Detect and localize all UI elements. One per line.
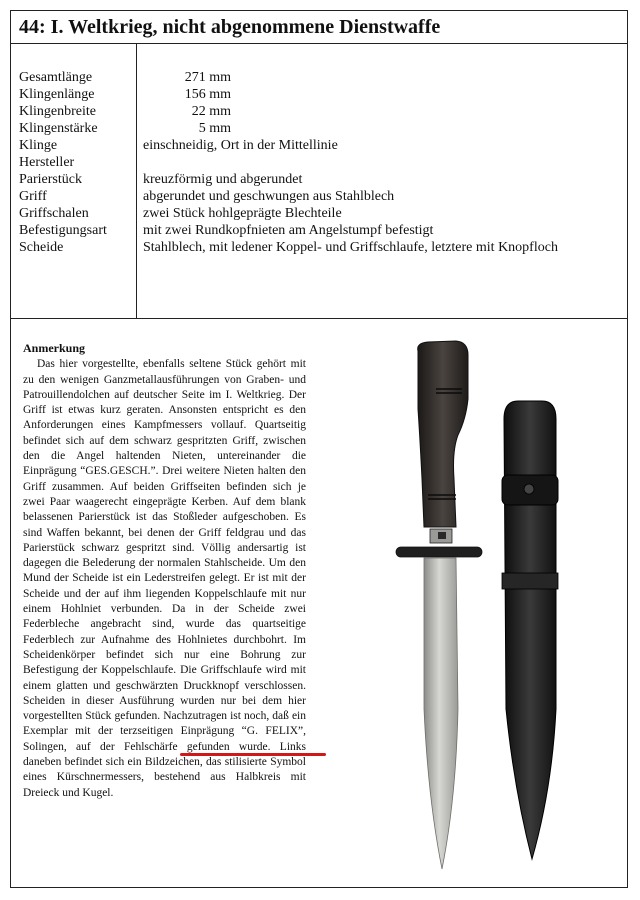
spec-row-klinge (11, 137, 627, 154)
spec-label: Hersteller (19, 155, 75, 170)
knife-blade (424, 558, 458, 869)
spec-value: 156 mm (184, 87, 231, 102)
spec-row-griff (11, 188, 627, 205)
spec-label: Klingenlänge (19, 87, 95, 102)
spec-row-klingenbreite (11, 103, 627, 120)
note-heading: Anmerkung (23, 341, 86, 355)
spec-value: kreuzförmig und abgerundet (143, 172, 303, 187)
spec-table (11, 43, 627, 319)
spec-label: Klingenstärke (19, 121, 98, 136)
spec-label: Parierstück (19, 172, 82, 187)
spec-value: abgerundet und geschwungen aus Stahlblech (143, 189, 395, 204)
spec-row-scheide (11, 239, 627, 256)
spec-label: Klingenbreite (19, 104, 96, 119)
spec-value: 5 mm (198, 121, 231, 136)
red-underline-annotation (180, 753, 326, 756)
spec-value: Stahlblech, mit ledener Koppel- und Griffschlaufe, letztere mit Knopfloch (143, 240, 558, 255)
crossguard (396, 547, 482, 557)
note-section (23, 341, 306, 801)
spec-label: Klinge (19, 138, 58, 153)
spec-value: einschneidig, Ort in der Mittellinie (143, 138, 338, 153)
spec-row-klingenlaenge (11, 86, 627, 103)
catalog-page (10, 10, 628, 888)
spec-row-hersteller (11, 154, 627, 171)
spec-value: 271 mm (184, 70, 231, 85)
spec-label: Gesamtlänge (19, 70, 93, 85)
spec-value: 22 mm (191, 104, 231, 119)
spec-label: Befestigungsart (19, 223, 107, 238)
knife-illustration (356, 329, 631, 889)
spec-value: mit zwei Rundkopfnieten am Angelstumpf befestigt (143, 223, 434, 238)
spec-label: Griffschalen (19, 206, 89, 221)
scabbard (504, 401, 556, 859)
note-body: Das hier vorgestellte, ebenfalls seltene Stück gehört mit zu den wenigen Ganzmetallausführungen von Graben- und Patrouillendolchen auf deutscher Seite im I. Weltkrieg. Der Griff ist etwas kurz geraten. Ansonsten entspricht es den Anforderungen eines Kampfmessers vollauf. Quartseitig befindet sich auf dem schwarz gespritzten Griff, zwischen den die Angel haltenden Nieten, untereinander die Einprägung “GES.GESCH.”. Drei weitere Nieten halten den Griff zusammen. Auf beiden Griffseiten befinden sich je zwei Paar waagerecht eingeprägte Kerben. Auf dem blank belassenen Parierstück ist das Stoßleder aufgeschoben. Es sind Waffen bekannt, bei denen der Griff feldgrau und das Parierstück schwarz gespritzt sind. Völlig andersartig ist dagegen die Belederung der normalen Stahlscheide. Um den Mund der Scheide ist ein Lederstreifen gelegt. Er ist mit der Scheide und der auf ihm liegenden Koppelschlaufe mit nur einem Hohlniet verbunden. Da in der Scheide zwei Federbleche angebracht sind, wurde das quartseitige Federblech zur Aufnahme des Hohlnietes durchbohrt. Im Scheidenkörper befindet sich nur eine Bohrung zur Befestigung der Koppelschlaufe. Die Griffschlaufe wird mit einem glatten und geschwärzten Druckknopf verschlossen. Scheiden in dieser Ausführung wurden nur bei dem hier vorgestellten Stück gefunden. Nachzutragen ist noch, daß ein Exemplar mit der terzseitigen Einprägung “G. FELIX”, Solingen, auf der Fehlschärfe gefunden wurde. Links daneben befindet sich ein Bildzeichen, das stilisierte Symbol eines Kürschnermessers, bestehend aus Halbkreis mit Dreieck und Kugel. (23, 358, 306, 799)
knife-and-scabbard-photo (356, 329, 631, 889)
spec-label: Scheide (19, 240, 64, 255)
spec-row-griffschalen (11, 205, 627, 222)
spec-row-gesamtlaenge (11, 69, 627, 86)
spec-row-parierstueck (11, 171, 627, 188)
spec-value: zwei Stück hohlgeprägte Blechteile (143, 206, 342, 221)
page-title: 44: I. Weltkrieg, nicht abgenommene Dienstwaffe (11, 11, 627, 44)
spec-label: Griff (19, 189, 47, 204)
spec-row-befestigungsart (11, 222, 627, 239)
spec-row-klingenstaerke (11, 120, 627, 137)
